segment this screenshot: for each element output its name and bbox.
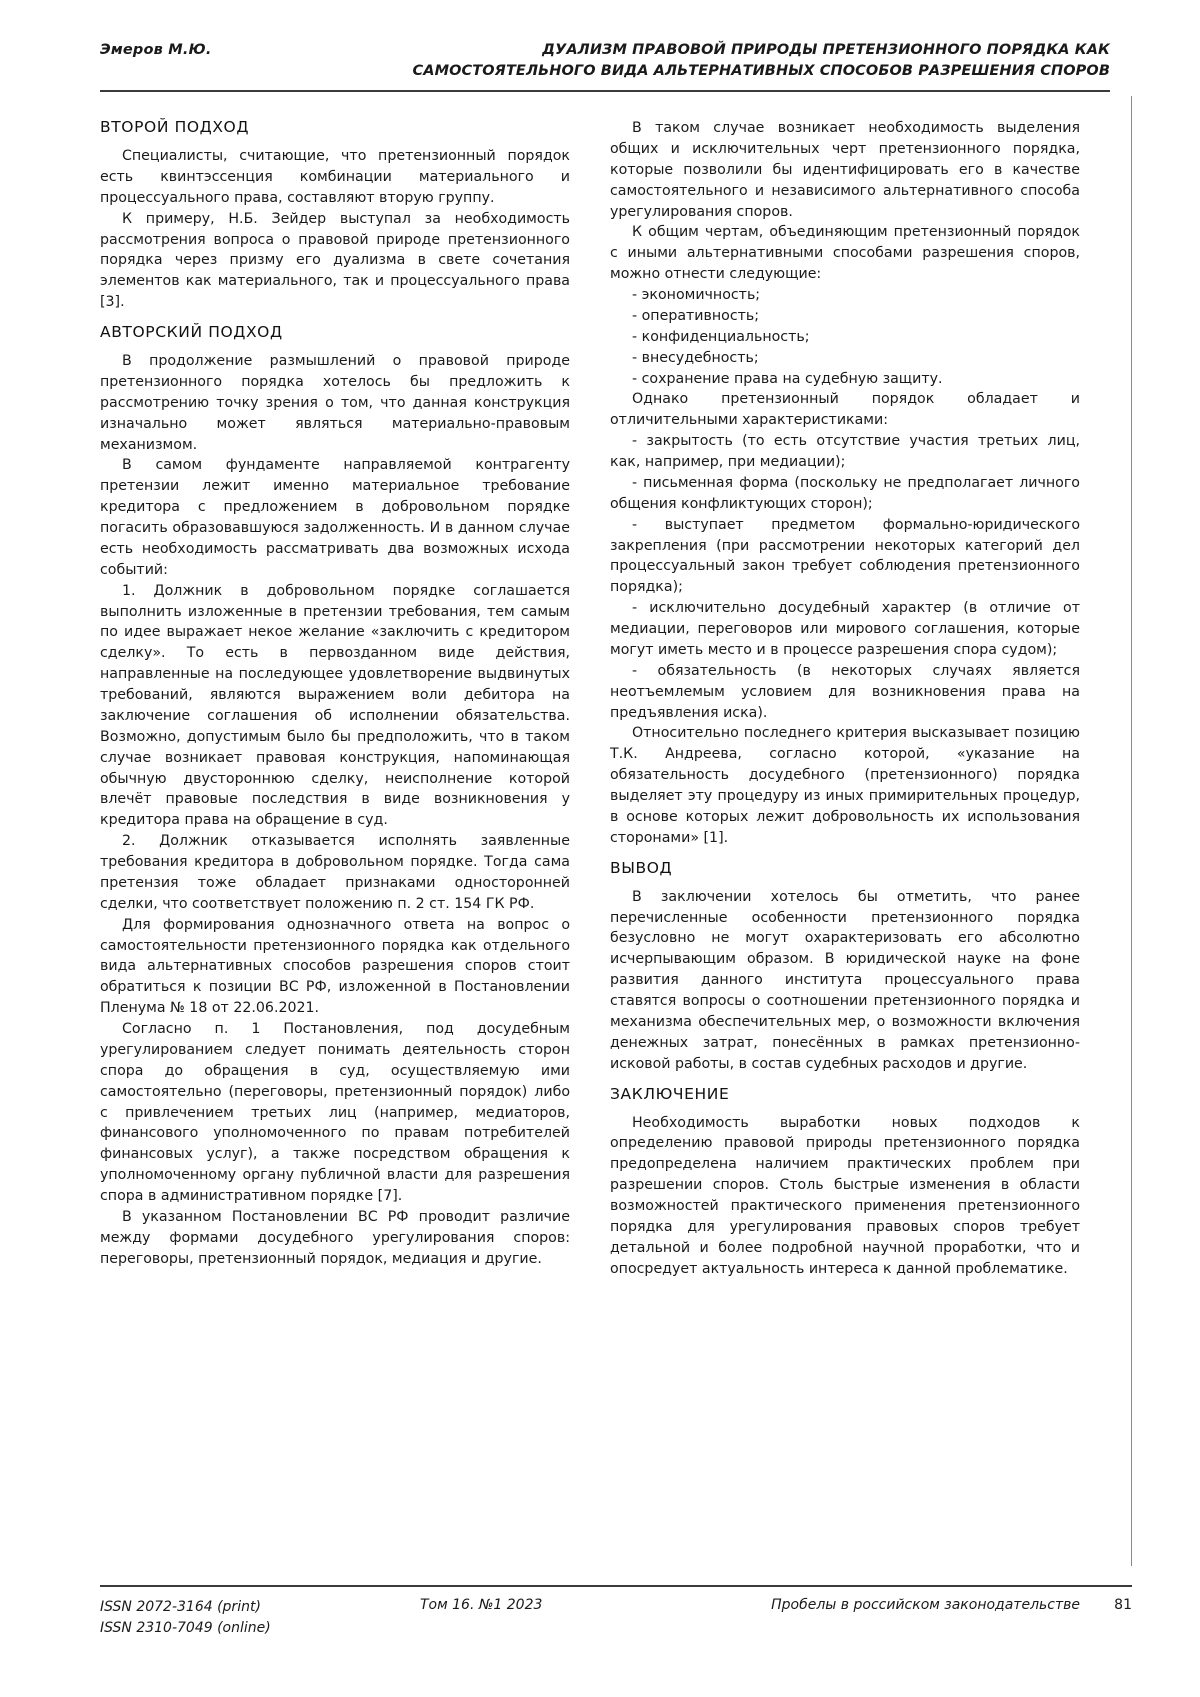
header-article-title — [413, 40, 1111, 82]
list-item-common-5: - сохранение права на судебную защиту. — [632, 370, 943, 387]
paragraph-right-2: К общим чертам, объединяющим претензионный порядок с иными альтернативными способами разрешения споров, можно отнести следующие: — [610, 224, 1080, 283]
header-author: Эмеров М.Ю. — [100, 42, 212, 58]
section-heading-final: ЗАКЛЮЧЕНИЕ — [610, 1084, 730, 1103]
paragraph-left-1: Специалисты, считающие, что претензионный порядок есть квинтэссенция комбинации материального и процессуального права, составляют вторую группу. — [100, 148, 570, 206]
paragraph-left-6: 2. Должник отказывается исполнять заявленные требования кредитора в добровольном порядке. Тогда сама претензия тоже обладает признаками односторонней сделки, что соответствует положению п. 2 ст. 154 ГК РФ. — [100, 833, 570, 912]
list-item-distinct-2: - письменная форма (поскольку не предполагает личного общения конфликтующих сторон); — [610, 474, 1080, 512]
list-item-distinct-5: - обязательность (в некоторых случаях является неотъемлемым условием для возникновения права на предъявления иска). — [610, 662, 1080, 721]
list-item-common-4: - внесудебность; — [632, 349, 759, 366]
section-heading-author-approach: АВТОРСКИЙ ПОДХОД — [100, 323, 283, 342]
paragraph-left-5: 1. Должник в добровольном порядке соглашается выполнить изложенные в претензии требования, тем самым по идее выражает некое желание «заключить с кредитором сделку». То есть в первозданном виде действия, направленные на последующее удовлетворение выдвинутых требований, являются выражением воли дебитора на заключение соглашения об исполнении обязательства. Возможно, допустимым было бы предположить, что в таком случае возникает правовая конструкция, напоминающая обычную двустороннюю сделку, неисполнение которой влечёт правовые последствия в виде возникновения у кредитора права на обращение в суд. — [100, 582, 570, 829]
paragraph-right-4: Относительно последнего критерия высказывает позицию Т.К. Андреева, согласно которой, «указание на обязательность досудебного (претензионного) порядка выделяет эту процедуру из иных примирительных процедур, в основе которых лежит добровольность их использования сторонами» [1]. — [610, 725, 1080, 846]
paragraph-left-9: В указанном Постановлении ВС РФ проводит различие между формами досудебного урегулирования споров: переговоры, претензионный порядок, медиация и другие. — [100, 1208, 570, 1267]
paragraph-left-4: В самом фундаменте направляемой контрагенту претензии лежит именно материальное требование кредитора с предложением в добровольном порядке погасить образовавшуюся задолженность. И в данном случае есть необходимость рассматривать два возможных исхода событий: — [100, 457, 570, 578]
footer-page-number: 81 — [1114, 1597, 1132, 1613]
paragraph-right-1: В таком случае возникает необходимость выделения общих и исключительных черт претензионного порядка, которые позволили бы идентифицировать его в качестве самостоятельного и независимого альтернативного способа урегулирования споров. — [610, 120, 1080, 220]
list-item-common-2: - оперативность; — [632, 307, 760, 324]
page-header — [100, 40, 1110, 92]
paragraph-left-8: Согласно п. 1 Постановления, под досудебным урегулированием следует понимать деятельность сторон спора до обращения в суд, осуществляемую ими самостоятельно (переговоры, претензионный порядок) либо с привлечением третьих лиц (например, медиаторов, финансового уполномоченного по правам потребителей финансовых услуг), а также посредством обращения к уполномоченному органу публичной власти для разрешения спора в административном порядке [7]. — [100, 1021, 570, 1205]
paragraph-right-6: Необходимость выработки новых подходов к определению правовой природы претензионного порядка предопределена наличием практических проблем при разрешении споров. Столь быстрые изменения в области возможностей практического применения претензионного порядка для урегулирования правовых споров требует детальной и более подробной научной проработки, что и опосредует актуальность интереса к данной проблематике. — [610, 1114, 1080, 1277]
list-item-distinct-4: - исключительно досудебный характер (в отличие от медиации, переговоров или мирового соглашения, которые могут иметь место и в процессе разрешения спора судом); — [610, 600, 1080, 658]
footer-journal-name: Пробелы в российском законодательстве — [771, 1597, 1080, 1613]
header-title-line-2: САМОСТОЯТЕЛЬНОГО ВИДА АЛЬТЕРНАТИВНЫХ СПОСОБОВ РАЗРЕШЕНИЯ СПОРОВ — [412, 63, 1110, 80]
footer-volume: Том 16. №1 2023 — [420, 1597, 543, 1613]
paragraph-left-2: К примеру, Н.Б. Зейдер выступал за необходимость рассмотрения вопроса о правовой природе претензионного порядка через призму его дуализма в свете сочетания элементов как материального, так и процессуального права [3]. — [100, 210, 570, 311]
footer-divider — [100, 1585, 1132, 1587]
footer-issn — [100, 1597, 400, 1639]
right-margin-rule — [1131, 96, 1132, 1566]
list-item-common-1: - экономичность; — [632, 287, 761, 304]
left-column — [100, 118, 570, 1270]
right-column — [610, 118, 1080, 1280]
footer-row — [100, 1597, 1132, 1639]
section-heading-conclusion: ВЫВОД — [610, 858, 673, 877]
paragraph-left-7: Для формирования однозначного ответа на вопрос о самостоятельности претензионного порядка как отдельного вида альтернативных способов разрешения споров стоит обратиться к позиции ВС РФ, изложенной в Постановлении Пленума № 18 от 22.06.2021. — [100, 916, 570, 1017]
article-body — [100, 118, 1110, 1280]
paragraph-right-5: В заключении хотелось бы отметить, что ранее перечисленные особенности претензионного порядка безусловно не могут охарактеризовать его абсолютно исчерпывающим образом. В юридической науке на фоне развития данного института процессуального права ставятся вопросы о соотношении претензионного порядка и механизма обеспечительных мер, о возможности включения денежных затрат, понесённых в рамках претензионно-исковой работы, в состав судебных расходов и другие. — [610, 888, 1080, 1072]
footer-issn-online: ISSN 2310-7049 (online) — [100, 1620, 271, 1636]
list-item-distinct-1: - закрытость (то есть отсутствие участия третьих лиц, как, например, при медиации); — [610, 433, 1080, 471]
page-footer — [100, 1585, 1132, 1639]
list-item-distinct-3: - выступает предметом формально-юридического закрепления (при рассмотрении некоторых категорий дел процессуальный закон требует соблюдения претензионного порядка); — [610, 516, 1080, 596]
paragraph-right-3: Однако претензионный порядок обладает и отличительными характеристиками: — [610, 391, 1080, 429]
header-title-line-1: ДУАЛИЗМ ПРАВОВОЙ ПРИРОДЫ ПРЕТЕНЗИОННОГО ПОРЯДКА КАК — [542, 42, 1110, 58]
footer-issn-print: ISSN 2072-3164 (print) — [100, 1599, 261, 1615]
list-item-common-3: - конфиденциальность; — [632, 328, 810, 345]
paragraph-left-3: В продолжение размышлений о правовой природе претензионного порядка хотелось бы предложить к рассмотрению точку зрения о том, что данная конструкция изначально может являться материально-правовым механизмом. — [100, 353, 570, 453]
section-heading-second-approach: ВТОРОЙ ПОДХОД — [100, 118, 250, 137]
